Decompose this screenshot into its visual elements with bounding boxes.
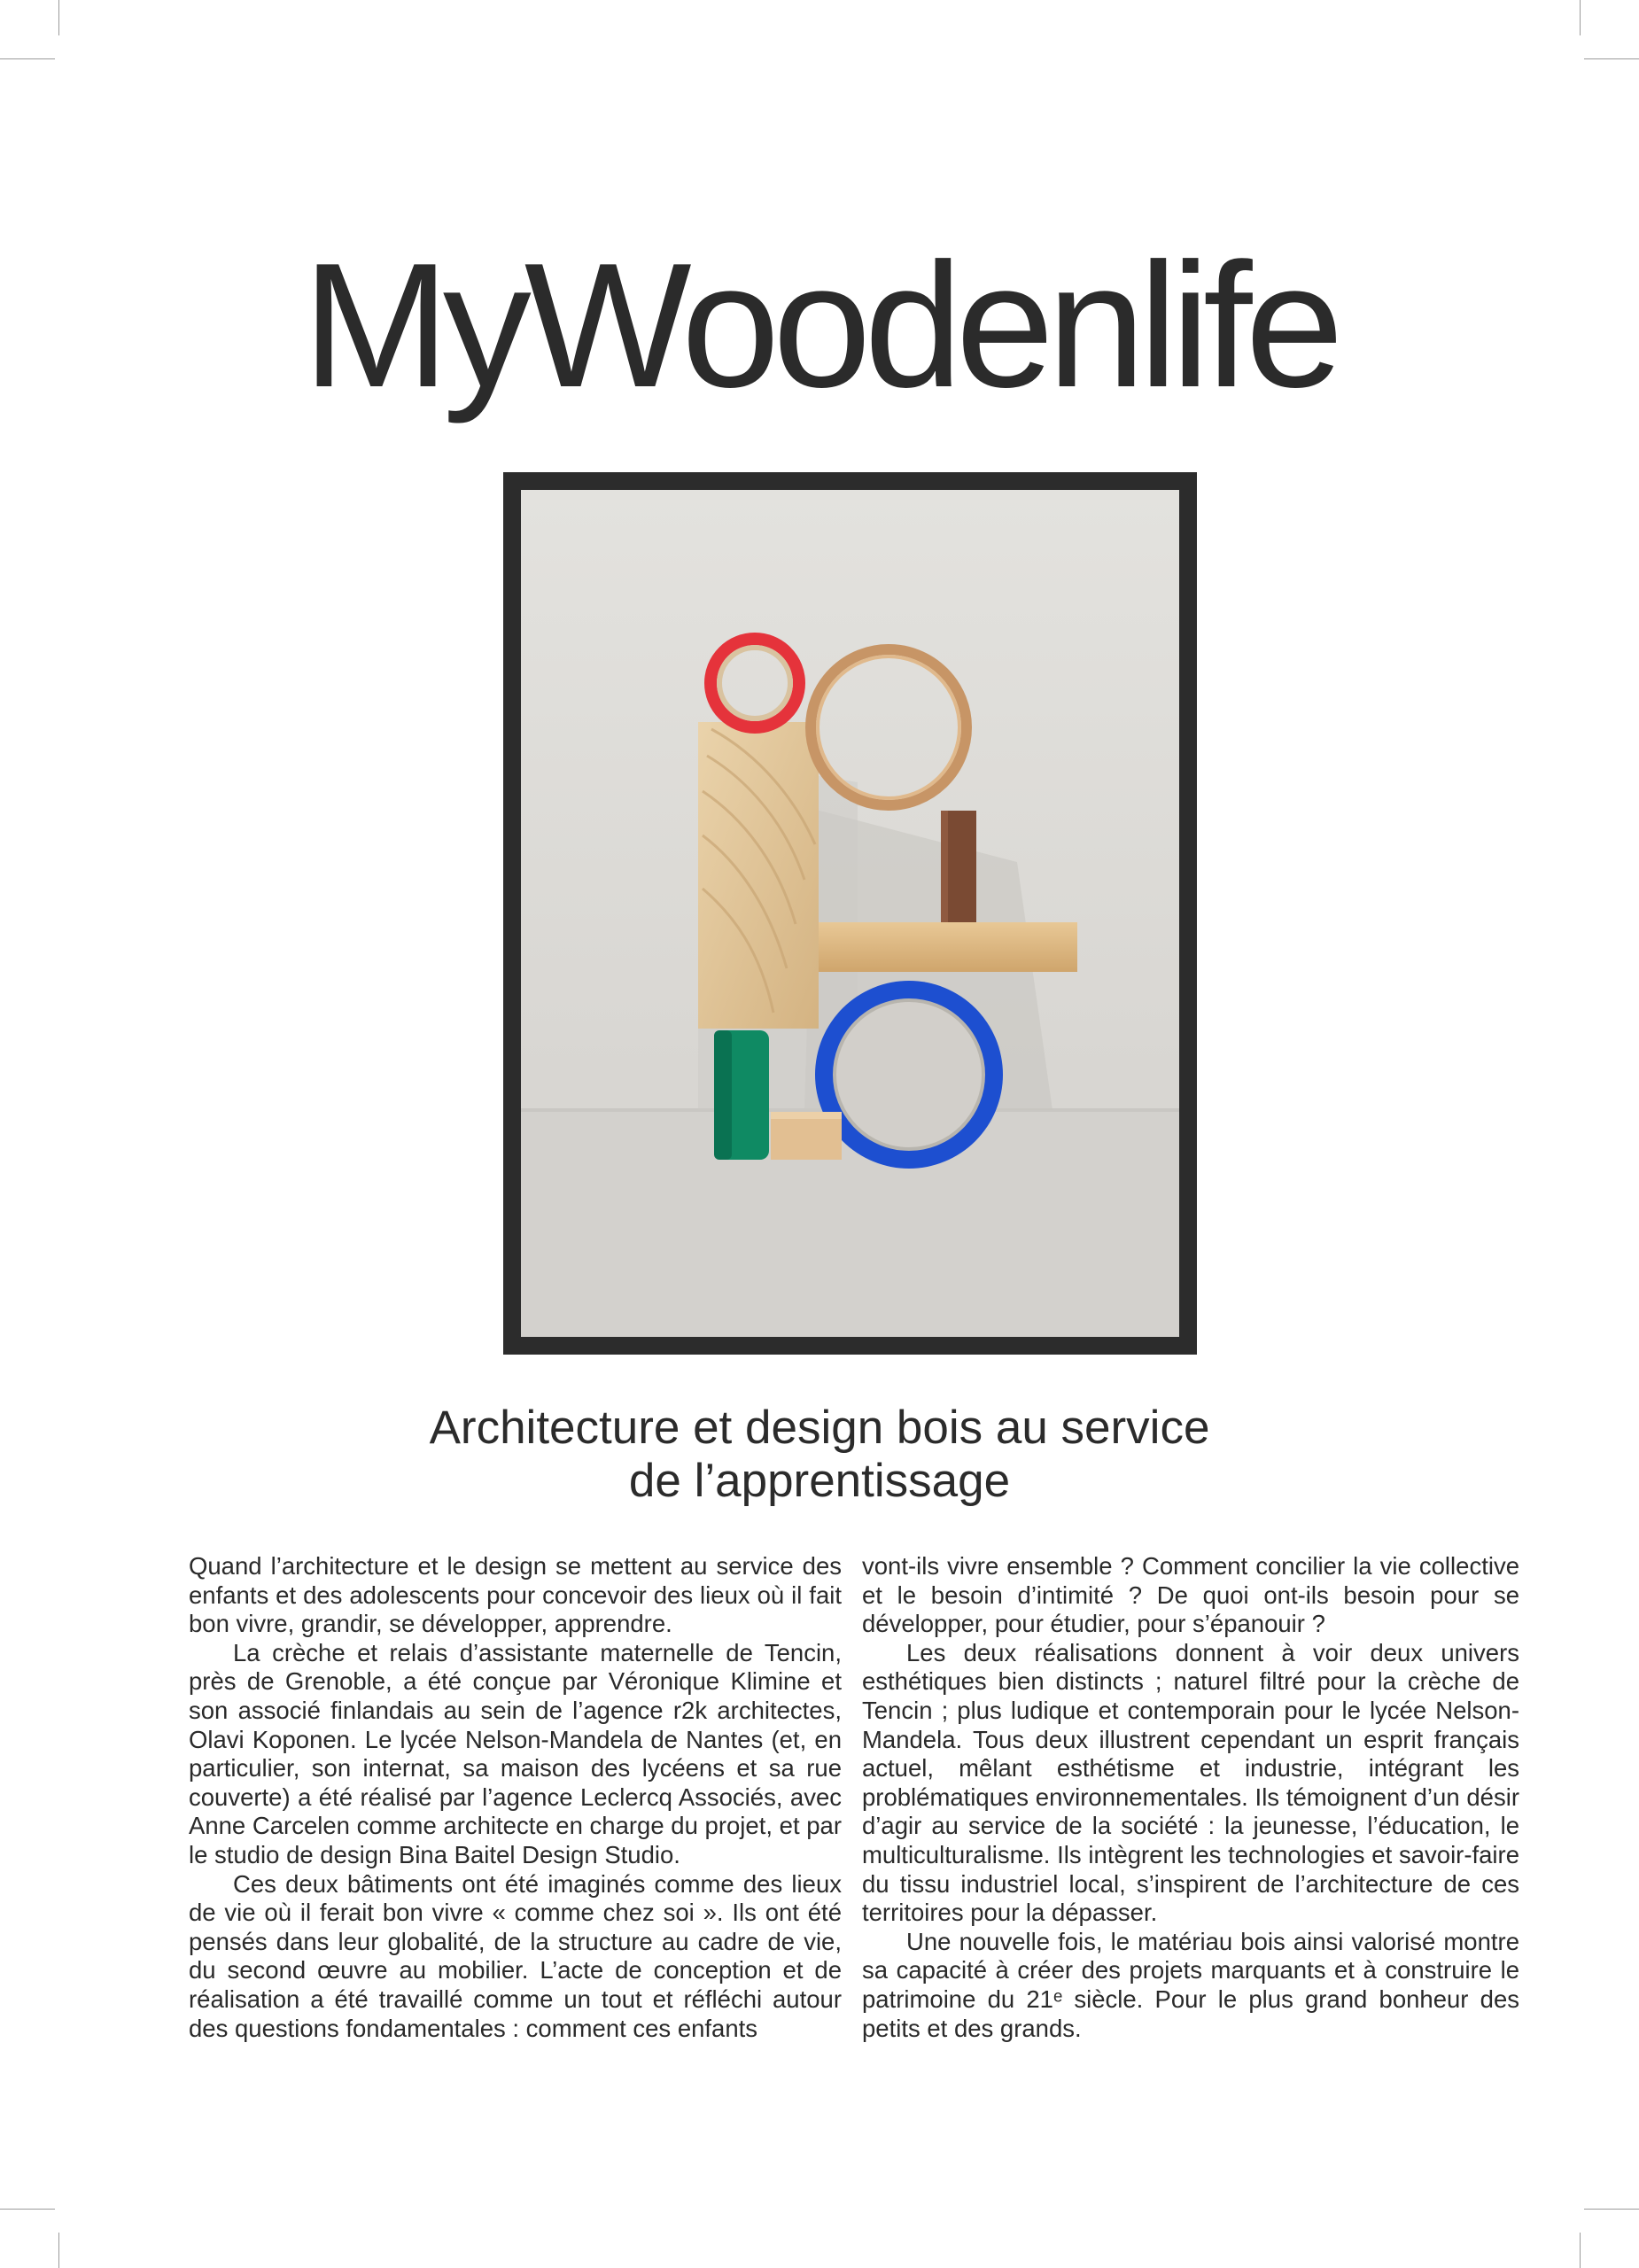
paragraph: La crèche et relais d’assistante maternelle de Tencin, près de Grenoble, a été conçue par Véronique Klimine et son associé finlandais au sein de l’agence r2k architectes, Olavi Koponen. Le lycée Nelson-Mandela de Nantes (et, en particulier, son internat, sa maison des lycéens et sa rue couverte) a été réalisé par l’agence Leclercq Associés, avec Anne Carcelen comme architecte en charge du projet, et par le studio de design Bina Baitel Design Studio. — [189, 1638, 842, 1868]
crop-mark — [0, 58, 55, 59]
left-text-column — [189, 1552, 842, 2043]
wooden-blocks-photo — [521, 490, 1179, 1337]
crop-mark — [1580, 0, 1581, 35]
article-title-line-2: de l’apprentissage — [628, 1455, 1011, 1507]
crop-mark — [1580, 2233, 1581, 2268]
photo-frame — [503, 472, 1197, 1355]
paragraph: Les deux réalisations donnent à voir deux univers esthétiques bien distincts ; naturel filtré pour la crèche de Tencin ; plus ludique et contemporain pour le lycée Nelson-Mandela. Tous deux illustrent cependant un esprit français actuel, mêlant esthétisme et industrie, intégrant les problématiques environnementales. Ils témoignent d’un désir d’agir au service de la société : la jeunesse, l’éducation, le multiculturalisme. Ils intègrent les technologies et savoir-faire du tissu industriel local, s’inspirent de l’architecture de ces territoires pour la dépasser. — [862, 1638, 1519, 1927]
crop-mark — [58, 2233, 59, 2268]
magazine-title: MyWoodenlife — [302, 227, 1337, 424]
article-title — [0, 1402, 1639, 1508]
paragraph: Quand l’architecture et le design se mettent au service des enfants et des adolescents pour concevoir des lieux où il fait bon vivre, grandir, se développer, apprendre. — [189, 1552, 842, 1638]
paragraph: vont-ils vivre ensemble ? Comment concilier la vie collective et le besoin d’intimité ? De quoi ont-ils besoin pour se développer, pour étudier, pour s’épanouir ? — [862, 1552, 1519, 1638]
right-text-column — [862, 1552, 1519, 2043]
paragraph: Ces deux bâtiments ont été imaginés comme des lieux de vie où il ferait bon vivre « comme chez soi ». Ils ont été pensés dans leur globalité, de la structure au cadre de vie, du second œuvre au mobilier. L’acte de conception et de réalisation a été travaillé comme un tout et réfléchi autour des questions fondamentales : comment ces enfants — [189, 1869, 842, 2042]
article-title-line-1: Architecture et design bois au service — [429, 1402, 1210, 1454]
crop-mark — [1584, 2209, 1639, 2210]
crop-mark — [0, 2209, 55, 2210]
crop-mark — [58, 0, 59, 35]
crop-mark — [1584, 58, 1639, 59]
paragraph: Une nouvelle fois, le matériau bois ainsi valorisé montre sa capacité à créer des projets marquants et à construire le patrimoine du 21ᵉ siècle. Pour le plus grand bonheur des petits et des grands. — [862, 1927, 1519, 2042]
wooden-blocks-still-life-icon — [521, 490, 1179, 1337]
